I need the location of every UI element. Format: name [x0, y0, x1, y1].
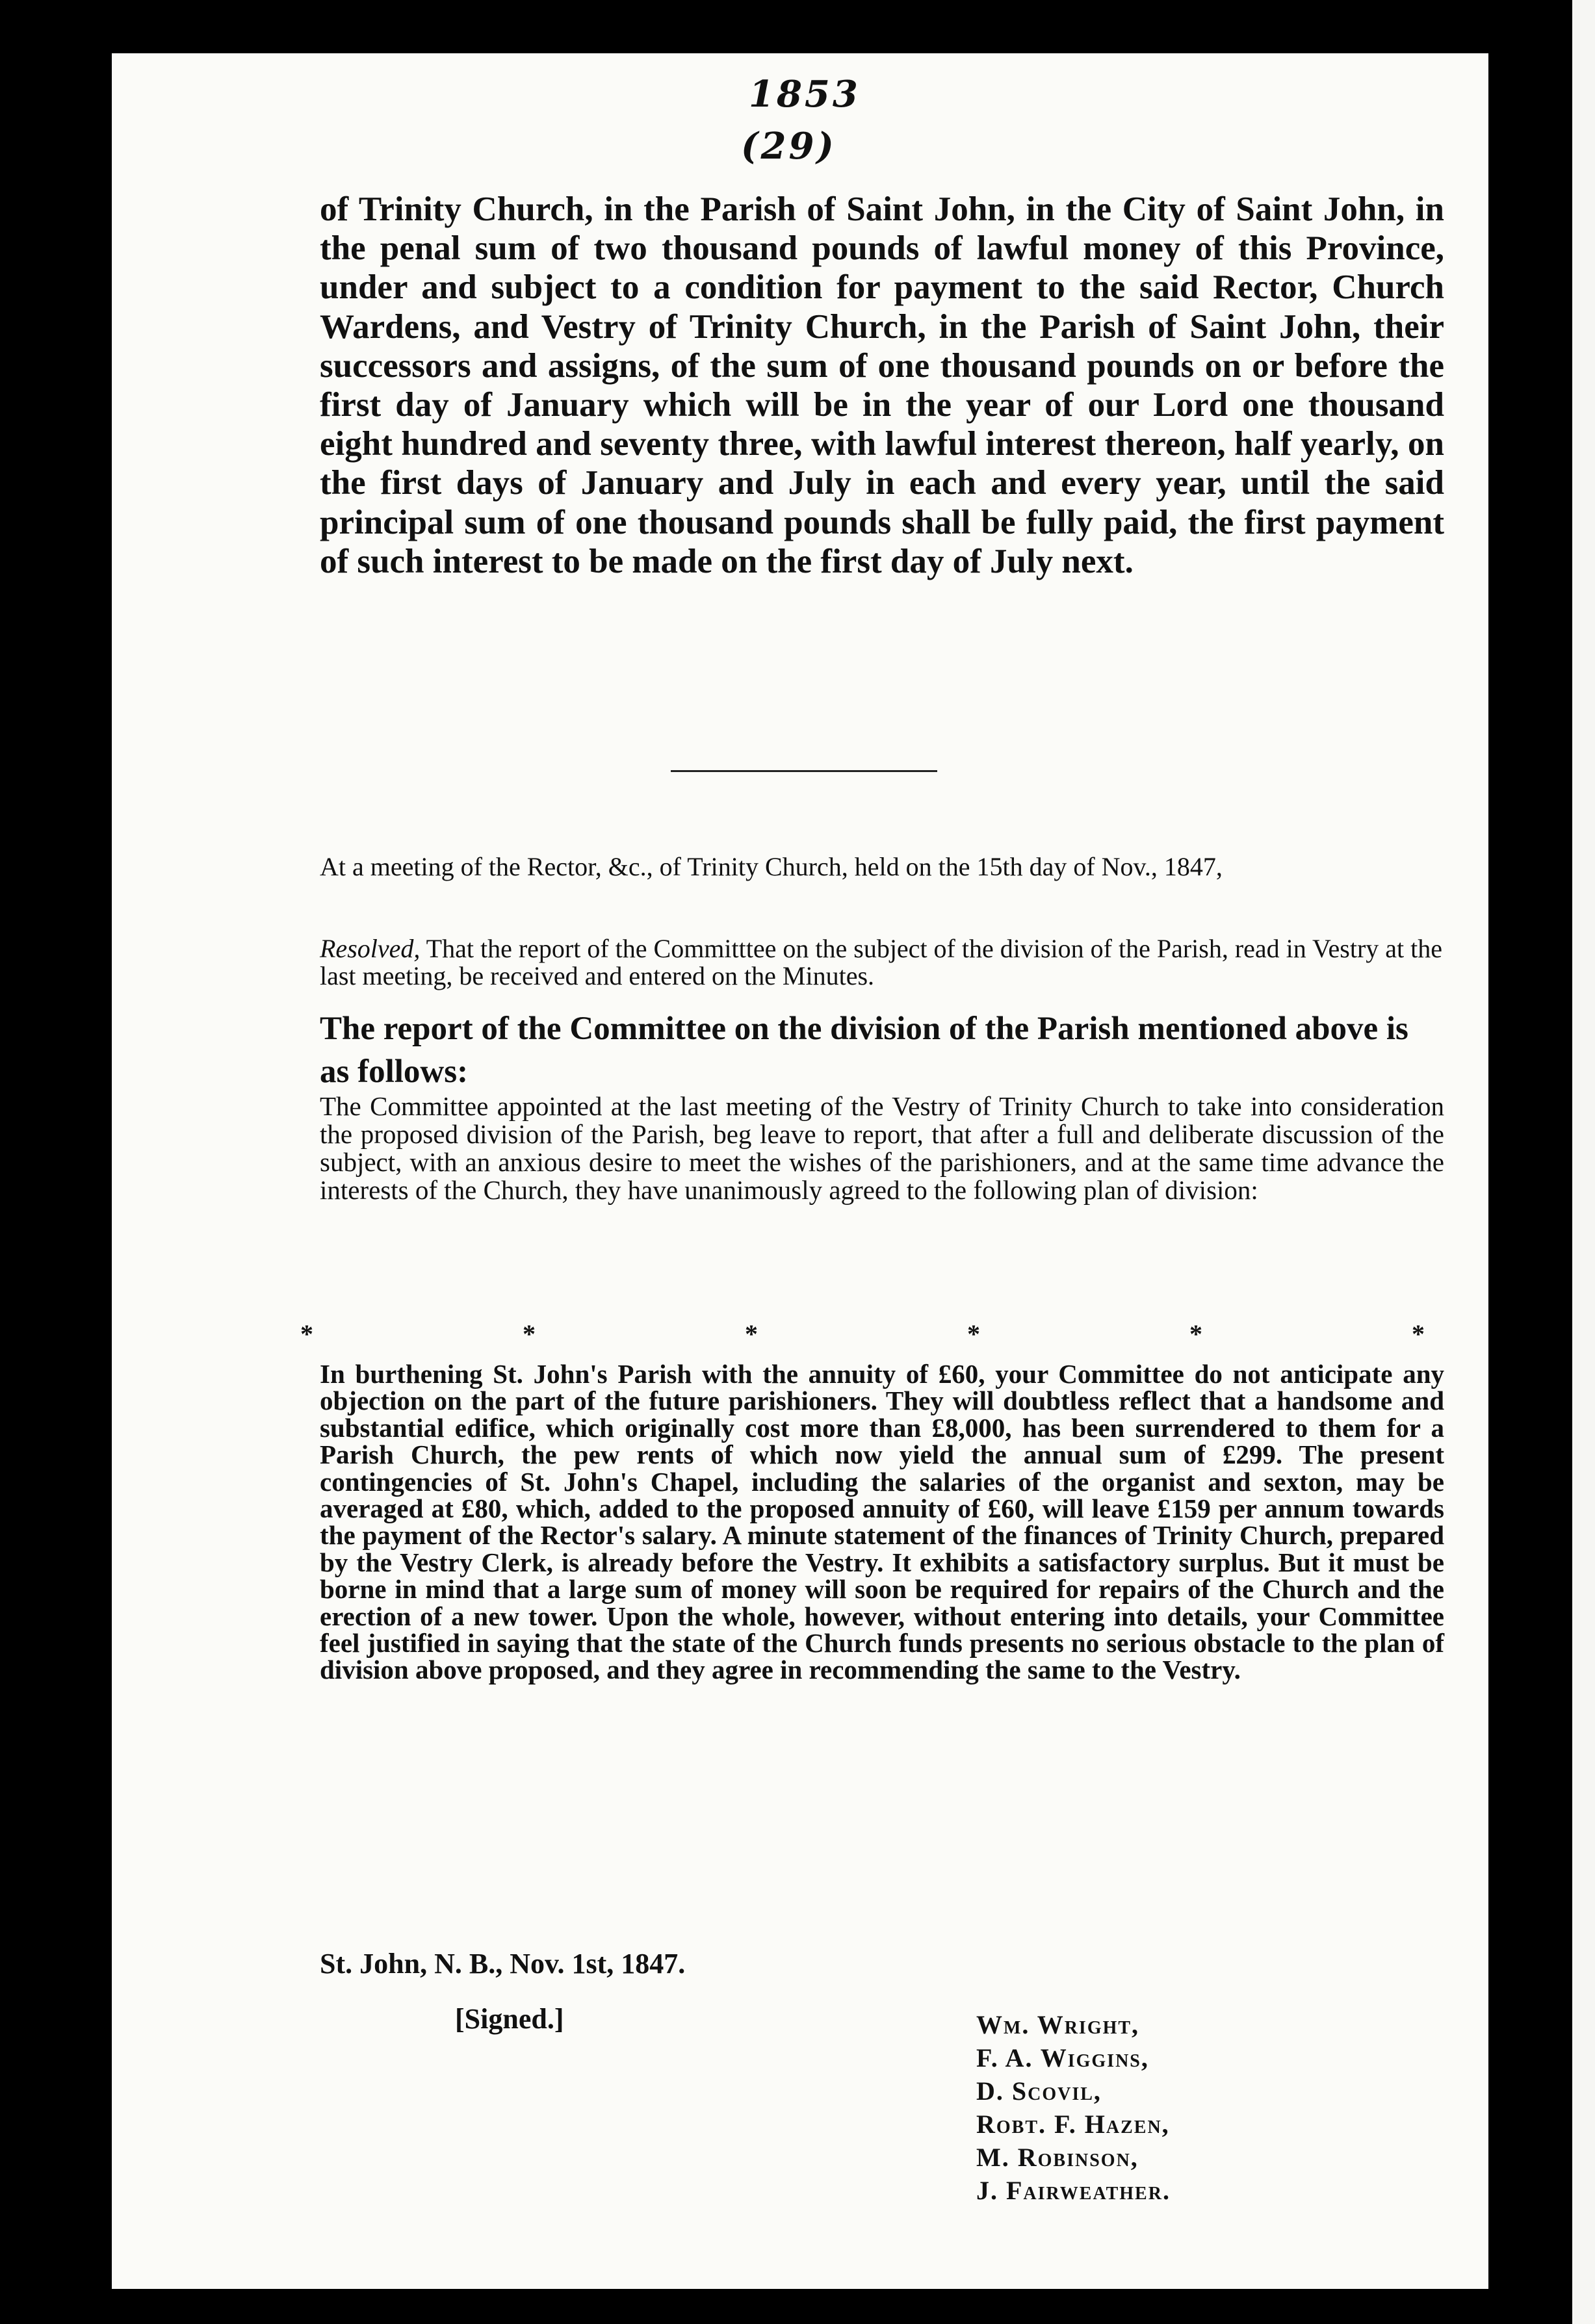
resolved-label: Resolved,: [320, 934, 421, 963]
section-divider: [671, 770, 937, 772]
omission-star: *: [1412, 1319, 1425, 1349]
omission-star: *: [1189, 1319, 1202, 1349]
signed-label: [Signed.]: [455, 2003, 564, 2035]
handwritten-number: (29): [741, 125, 836, 168]
document-page: [112, 53, 1488, 2289]
meeting-minutes: [320, 826, 1444, 990]
signatory-name: F. A. Wiggins,: [976, 2043, 1149, 2072]
report-body: In burthening St. John's Parish with the annuity of £60, your Committee do not anticipate any objection on the part of the future parishioners. They will doubtless reflect that a handsome and substantial edifice, which originally cost more than £8,000, has been surrendered to them for a Parish Church, the pew rents of which now yield the annual sum of £299. The present contingencies of St. John's Chapel, including the salaries of the organist and sexton, may be averaged at £80, which, added to the proposed annuity of £60, will leave £159 per annum towards the payment of the Rector's salary. A minute statement of the finances of Trinity Church, prepared by the Vestry Clerk, is already before the Vestry. It exhibits a satisfactory surplus. But it must be borne in mind that a large sum of money will soon be required for repairs of the Church and the erection of a new tower. Upon the whole, however, without entering into details, your Committee feel justified in saying that the state of the Church funds presents no serious obstacle to the plan of division above proposed, and they agree in recommending the same to the Vestry.: [320, 1359, 1444, 1685]
omission-star: *: [523, 1319, 536, 1349]
scan-edge-strip: [1572, 0, 1595, 2324]
signatory-name: J. Fairweather.: [976, 2176, 1171, 2205]
place-date: St. John, N. B., Nov. 1st, 1847.: [320, 1948, 686, 1980]
omission-marks: [300, 1319, 1425, 1349]
report-heading: The report of the Committee on the division of the Parish mentioned above is as follows:: [320, 1011, 1408, 1090]
meeting-header: At a meeting of the Rector, &c., of Trinity Church, held on the 15th day of Nov., 1847,: [320, 852, 1223, 881]
signatory-list: [976, 2008, 1171, 2207]
omission-star: *: [967, 1319, 980, 1349]
signatory-name: Robt. F. Hazen,: [976, 2110, 1170, 2139]
handwritten-year: 1853: [749, 73, 861, 116]
report-intro: The Committee appointed at the last meeting of the Vestry of Trinity Church to take into consideration the proposed division of the Parish, beg leave to report, that after a full and deliberate discussion of the subject, with an anxious desire to meet the wishes of the parishioners, and at the same time advance the interests of the Church, they have unanimously agreed to the following plan of division:: [320, 1091, 1444, 1205]
resolved-text: That the report of the Committtee on the subject of the division of the Parish, read in Vestry at the last meeting, be received and entered on the Minutes.: [320, 934, 1442, 990]
omission-star: *: [300, 1319, 313, 1349]
bond-paragraph: of Trinity Church, in the Parish of Saint John, in the City of Saint John, in the penal sum of two thousand pounds of lawful money of this Province, under and subject to a condition for payment to the said Rector, Church Wardens, and Vestry of Trinity Church, in the Parish of Saint John, their successors and assigns, of the sum of one thousand pounds on or before the first day of January which will be in the year of our Lord one thousand eight hundred and seventy three, with lawful interest thereon, half yearly, on the first days of January and July in each and every year, until the said principal sum of one thousand pounds shall be fully paid, the first payment of such interest to be made on the first day of July next.: [320, 190, 1444, 580]
signatory-name: M. Robinson,: [976, 2143, 1139, 2172]
signatory-name: D. Scovil,: [976, 2076, 1102, 2106]
omission-star: *: [745, 1319, 758, 1349]
signatory-name: Wm. Wright,: [976, 2010, 1140, 2039]
